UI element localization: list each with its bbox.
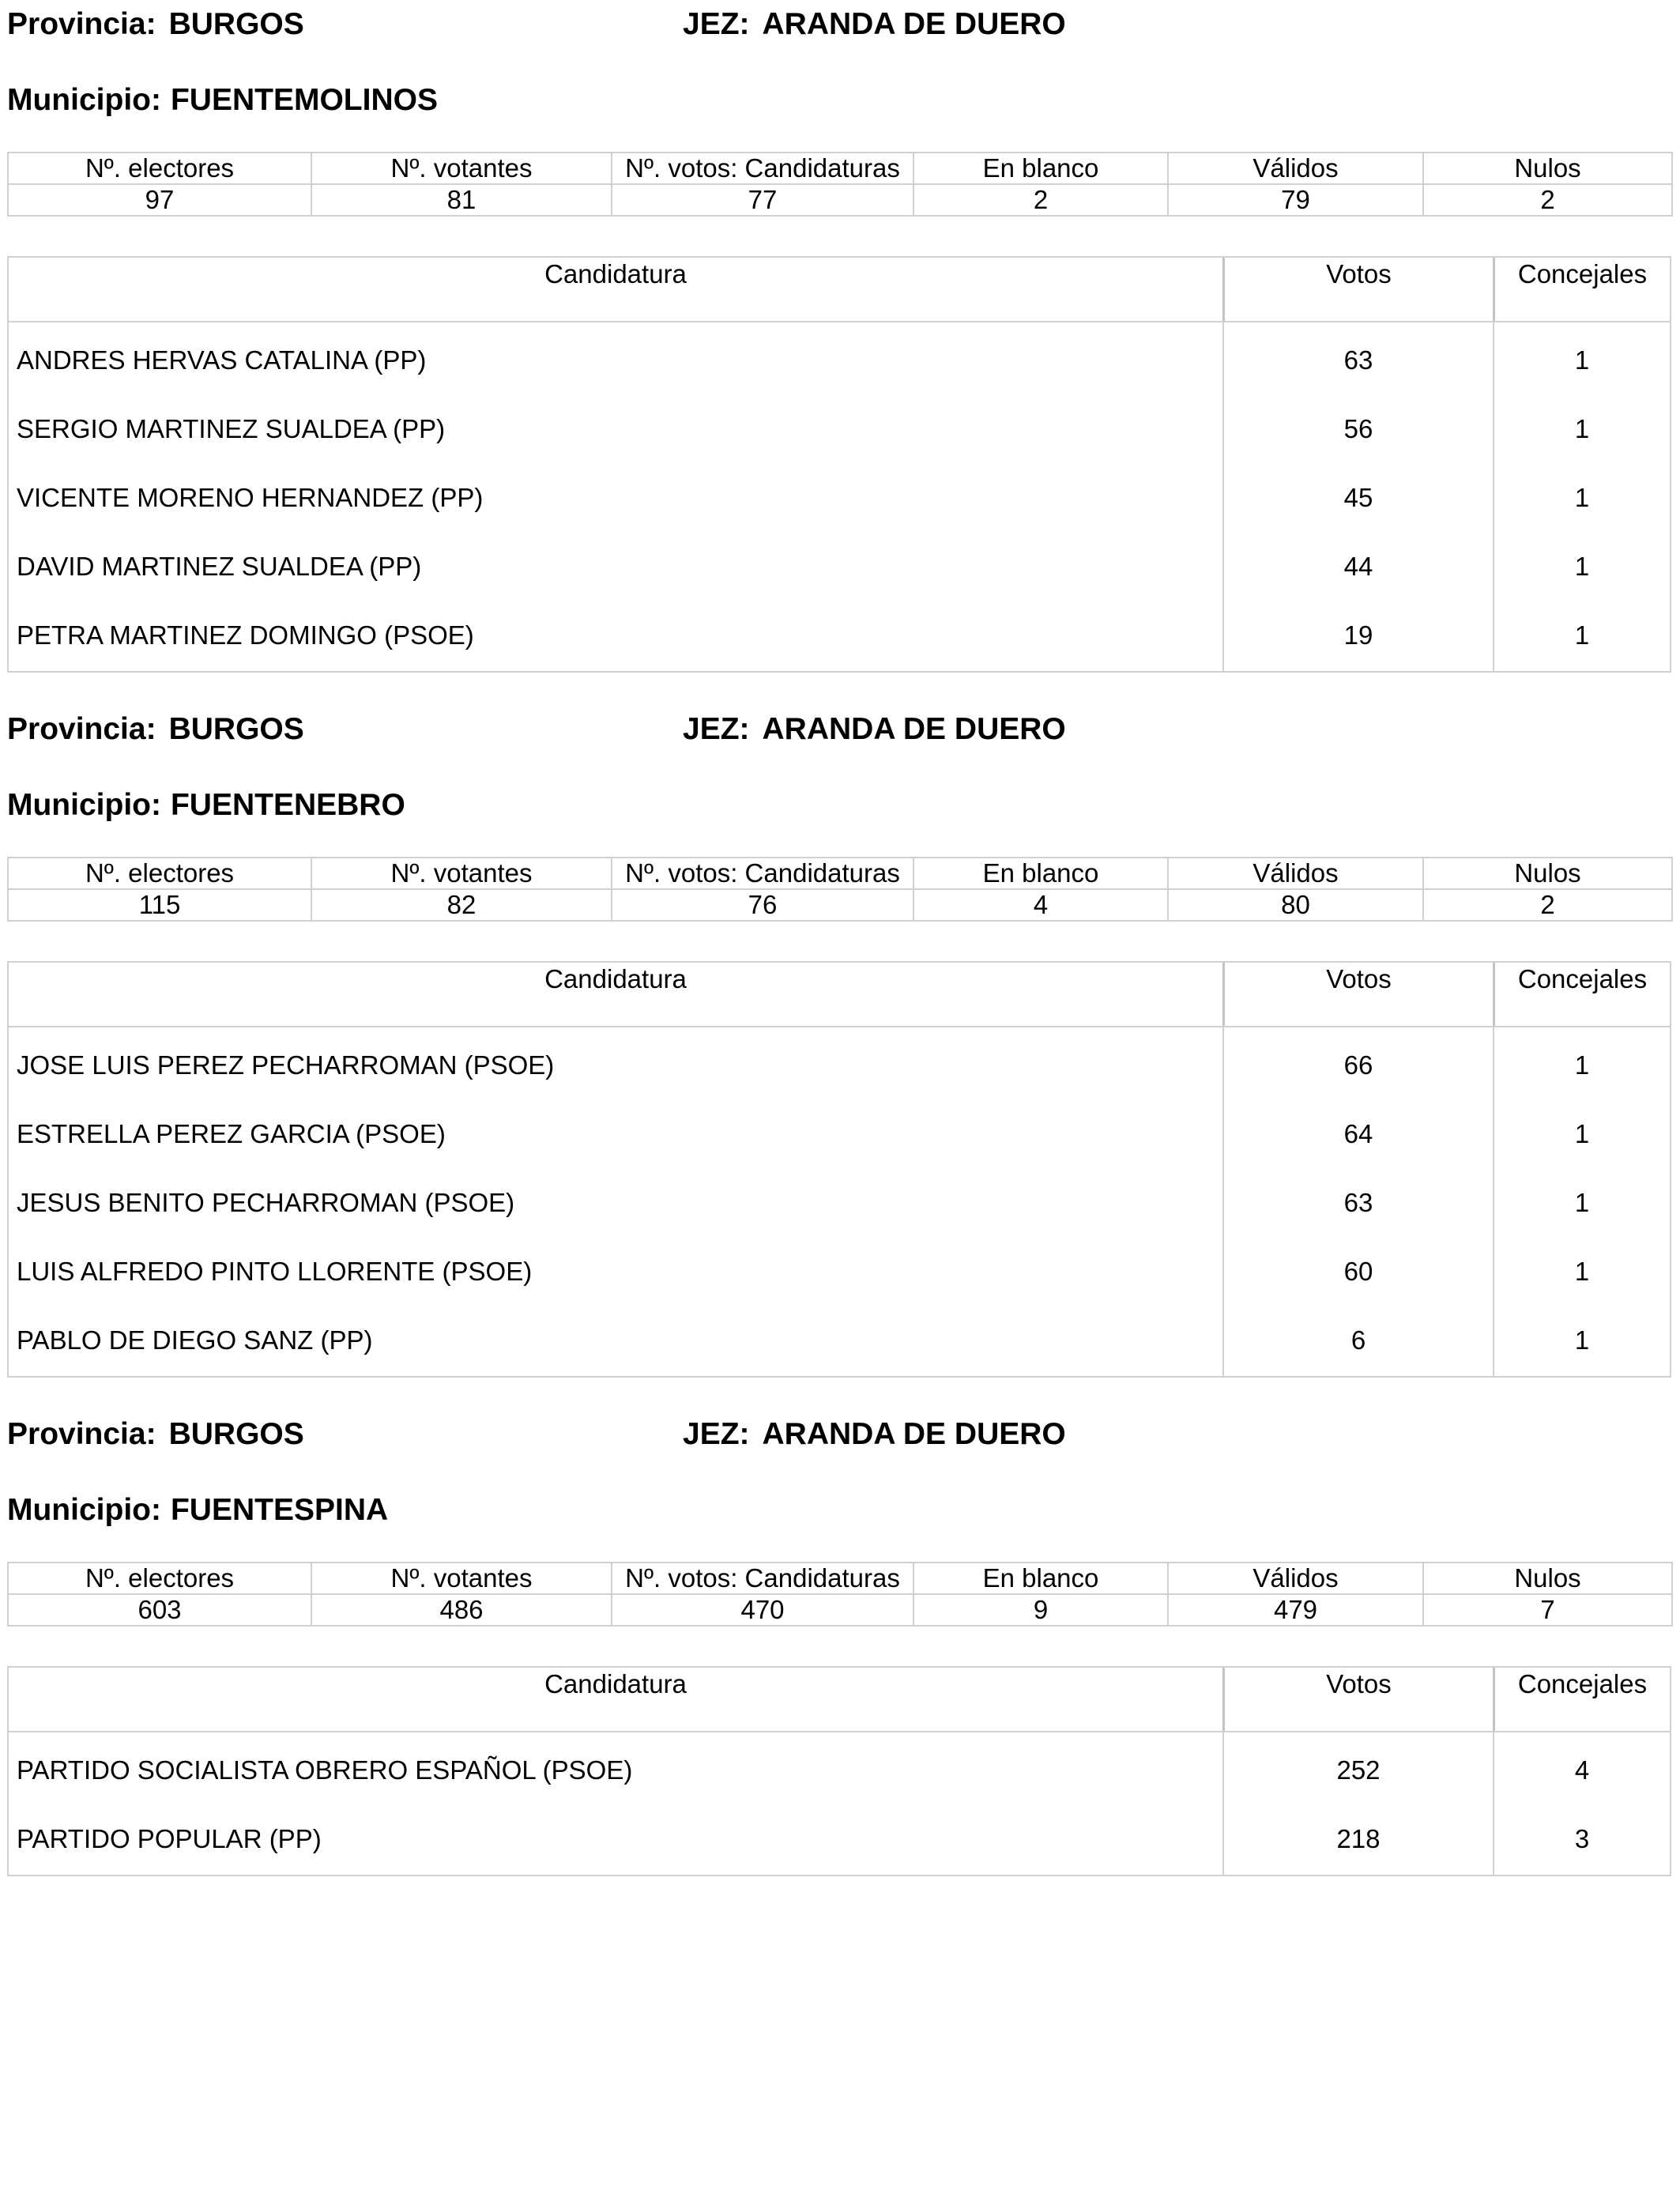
provincia-value: BURGOS (168, 1417, 304, 1451)
stats-value-votantes: 486 (311, 1594, 612, 1626)
candidates-header-row (9, 258, 1670, 322)
candidate-concejales: 1 (1493, 1170, 1670, 1238)
stats-header-nulos: Nulos (1423, 153, 1672, 184)
stats-value-votos-candidaturas: 470 (612, 1594, 913, 1626)
candidate-votos: 218 (1222, 1806, 1493, 1875)
stats-value-row (8, 1594, 1672, 1626)
candidatura-header: Candidatura (544, 1669, 687, 1698)
candidates-table (7, 256, 1671, 673)
candidate-votos: 63 (1222, 1170, 1493, 1238)
municipio-label: Municipio: (7, 1493, 161, 1527)
candidates-table (7, 961, 1671, 1378)
jez-value: ARANDA DE DUERO (762, 712, 1066, 746)
candidate-row (9, 396, 1670, 465)
jez-heading (683, 711, 1066, 748)
municipio-value: FUENTEMOLINOS (170, 83, 438, 117)
candidate-votos: 45 (1222, 465, 1493, 533)
stats-table (7, 152, 1673, 217)
municipio-heading (7, 82, 438, 119)
concejales-header: Concejales (1493, 258, 1670, 321)
candidate-concejales: 1 (1493, 322, 1670, 396)
candidate-row (9, 1027, 1670, 1101)
votos-header: Votos (1222, 963, 1493, 1026)
stats-header-row (8, 153, 1672, 184)
candidate-row (9, 1307, 1670, 1376)
candidates-table (7, 1666, 1671, 1876)
stats-header-votantes: Nº. votantes (311, 153, 612, 184)
candidate-concejales: 3 (1493, 1806, 1670, 1875)
candidates-header-row (9, 1668, 1670, 1732)
stats-value-votantes: 82 (311, 889, 612, 921)
candidate-name: PETRA MARTINEZ DOMINGO (PSOE) (17, 620, 474, 650)
candidate-row (9, 1170, 1670, 1238)
provincia-label: Provincia: (7, 712, 156, 746)
provincia-value: BURGOS (168, 712, 304, 746)
candidate-concejales: 1 (1493, 1027, 1670, 1101)
provincia-heading (7, 6, 304, 43)
stats-header-votantes: Nº. votantes (311, 1563, 612, 1594)
candidate-votos: 60 (1222, 1238, 1493, 1307)
candidate-votos: 63 (1222, 322, 1493, 396)
stats-value-votantes: 81 (311, 184, 612, 216)
stats-header-electores: Nº. electores (8, 858, 311, 889)
provincia-heading (7, 711, 304, 748)
candidate-name: ANDRES HERVAS CATALINA (PP) (17, 345, 427, 375)
jez-heading (683, 6, 1066, 43)
stats-table (7, 1562, 1673, 1627)
candidatura-header: Candidatura (544, 259, 687, 288)
candidate-name: PABLO DE DIEGO SANZ (PP) (17, 1325, 373, 1355)
jez-value: ARANDA DE DUERO (762, 7, 1066, 41)
stats-header-row (8, 858, 1672, 889)
stats-value-row (8, 184, 1672, 216)
stats-value-electores: 115 (8, 889, 311, 921)
candidate-votos: 64 (1222, 1101, 1493, 1170)
candidatura-header: Candidatura (544, 964, 687, 993)
candidates-body (9, 322, 1670, 671)
candidate-name: VICENTE MORENO HERNANDEZ (PP) (17, 483, 484, 512)
stats-header-en-blanco: En blanco (913, 153, 1168, 184)
stats-value-en-blanco: 4 (913, 889, 1168, 921)
jez-label: JEZ: (683, 1417, 750, 1451)
provincia-heading (7, 1416, 304, 1453)
candidates-header-row (9, 963, 1670, 1027)
stats-header-en-blanco: En blanco (913, 858, 1168, 889)
stats-header-nulos: Nulos (1423, 1563, 1672, 1594)
candidate-votos: 19 (1222, 602, 1493, 671)
stats-value-votos-candidaturas: 77 (612, 184, 913, 216)
candidates-body (9, 1732, 1670, 1875)
stats-value-votos-candidaturas: 76 (612, 889, 913, 921)
candidate-votos: 66 (1222, 1027, 1493, 1101)
jez-heading (683, 1416, 1066, 1453)
stats-header-votos-candidaturas: Nº. votos: Candidaturas (612, 858, 913, 889)
jez-label: JEZ: (683, 7, 750, 41)
stats-value-en-blanco: 9 (913, 1594, 1168, 1626)
candidate-row (9, 1101, 1670, 1170)
candidate-row (9, 1806, 1670, 1875)
candidate-row (9, 1238, 1670, 1307)
stats-value-validos: 79 (1168, 184, 1423, 216)
candidate-concejales: 1 (1493, 396, 1670, 465)
stats-header-en-blanco: En blanco (913, 1563, 1168, 1594)
stats-value-validos: 479 (1168, 1594, 1423, 1626)
municipio-heading (7, 787, 405, 824)
candidate-name: JESUS BENITO PECHARROMAN (PSOE) (17, 1188, 515, 1217)
candidate-concejales: 1 (1493, 533, 1670, 602)
candidate-concejales: 1 (1493, 602, 1670, 671)
candidates-body (9, 1027, 1670, 1376)
stats-header-electores: Nº. electores (8, 153, 311, 184)
stats-header-row (8, 1563, 1672, 1594)
stats-header-electores: Nº. electores (8, 1563, 311, 1594)
stats-header-validos: Válidos (1168, 153, 1423, 184)
stats-header-votos-candidaturas: Nº. votos: Candidaturas (612, 153, 913, 184)
stats-value-electores: 97 (8, 184, 311, 216)
stats-header-validos: Válidos (1168, 1563, 1423, 1594)
candidate-concejales: 1 (1493, 465, 1670, 533)
provincia-label: Provincia: (7, 1417, 156, 1451)
provincia-value: BURGOS (168, 7, 304, 41)
candidate-row (9, 322, 1670, 396)
candidate-concejales: 4 (1493, 1732, 1670, 1806)
stats-value-validos: 80 (1168, 889, 1423, 921)
candidate-name: PARTIDO SOCIALISTA OBRERO ESPAÑOL (PSOE) (17, 1755, 633, 1785)
concejales-header: Concejales (1493, 963, 1670, 1026)
candidate-row (9, 465, 1670, 533)
candidate-name: SERGIO MARTINEZ SUALDEA (PP) (17, 414, 446, 443)
candidate-concejales: 1 (1493, 1238, 1670, 1307)
candidate-votos: 252 (1222, 1732, 1493, 1806)
stats-value-electores: 603 (8, 1594, 311, 1626)
votos-header: Votos (1222, 1668, 1493, 1731)
candidate-name: JOSE LUIS PEREZ PECHARROMAN (PSOE) (17, 1050, 555, 1080)
candidate-row (9, 1732, 1670, 1806)
stats-value-nulos: 2 (1423, 889, 1672, 921)
municipio-value: FUENTESPINA (170, 1493, 389, 1527)
candidate-name: DAVID MARTINEZ SUALDEA (PP) (17, 552, 422, 581)
stats-value-row (8, 889, 1672, 921)
jez-value: ARANDA DE DUERO (762, 1417, 1066, 1451)
candidate-votos: 56 (1222, 396, 1493, 465)
candidate-row (9, 533, 1670, 602)
municipio-label: Municipio: (7, 788, 161, 822)
candidate-concejales: 1 (1493, 1101, 1670, 1170)
stats-header-votos-candidaturas: Nº. votos: Candidaturas (612, 1563, 913, 1594)
candidate-concejales: 1 (1493, 1307, 1670, 1376)
candidate-name: LUIS ALFREDO PINTO LLORENTE (PSOE) (17, 1257, 533, 1286)
candidate-row (9, 602, 1670, 671)
municipio-label: Municipio: (7, 83, 161, 117)
provincia-label: Provincia: (7, 7, 156, 41)
candidate-votos: 44 (1222, 533, 1493, 602)
stats-value-en-blanco: 2 (913, 184, 1168, 216)
candidate-votos: 6 (1222, 1307, 1493, 1376)
municipio-heading (7, 1492, 388, 1529)
municipio-value: FUENTENEBRO (170, 788, 405, 822)
stats-header-nulos: Nulos (1423, 858, 1672, 889)
candidate-name: PARTIDO POPULAR (PP) (17, 1824, 322, 1853)
jez-label: JEZ: (683, 712, 750, 746)
stats-value-nulos: 7 (1423, 1594, 1672, 1626)
stats-header-votantes: Nº. votantes (311, 858, 612, 889)
votos-header: Votos (1222, 258, 1493, 321)
stats-header-validos: Válidos (1168, 858, 1423, 889)
stats-table (7, 857, 1673, 922)
stats-value-nulos: 2 (1423, 184, 1672, 216)
candidate-name: ESTRELLA PEREZ GARCIA (PSOE) (17, 1119, 446, 1148)
concejales-header: Concejales (1493, 1668, 1670, 1731)
